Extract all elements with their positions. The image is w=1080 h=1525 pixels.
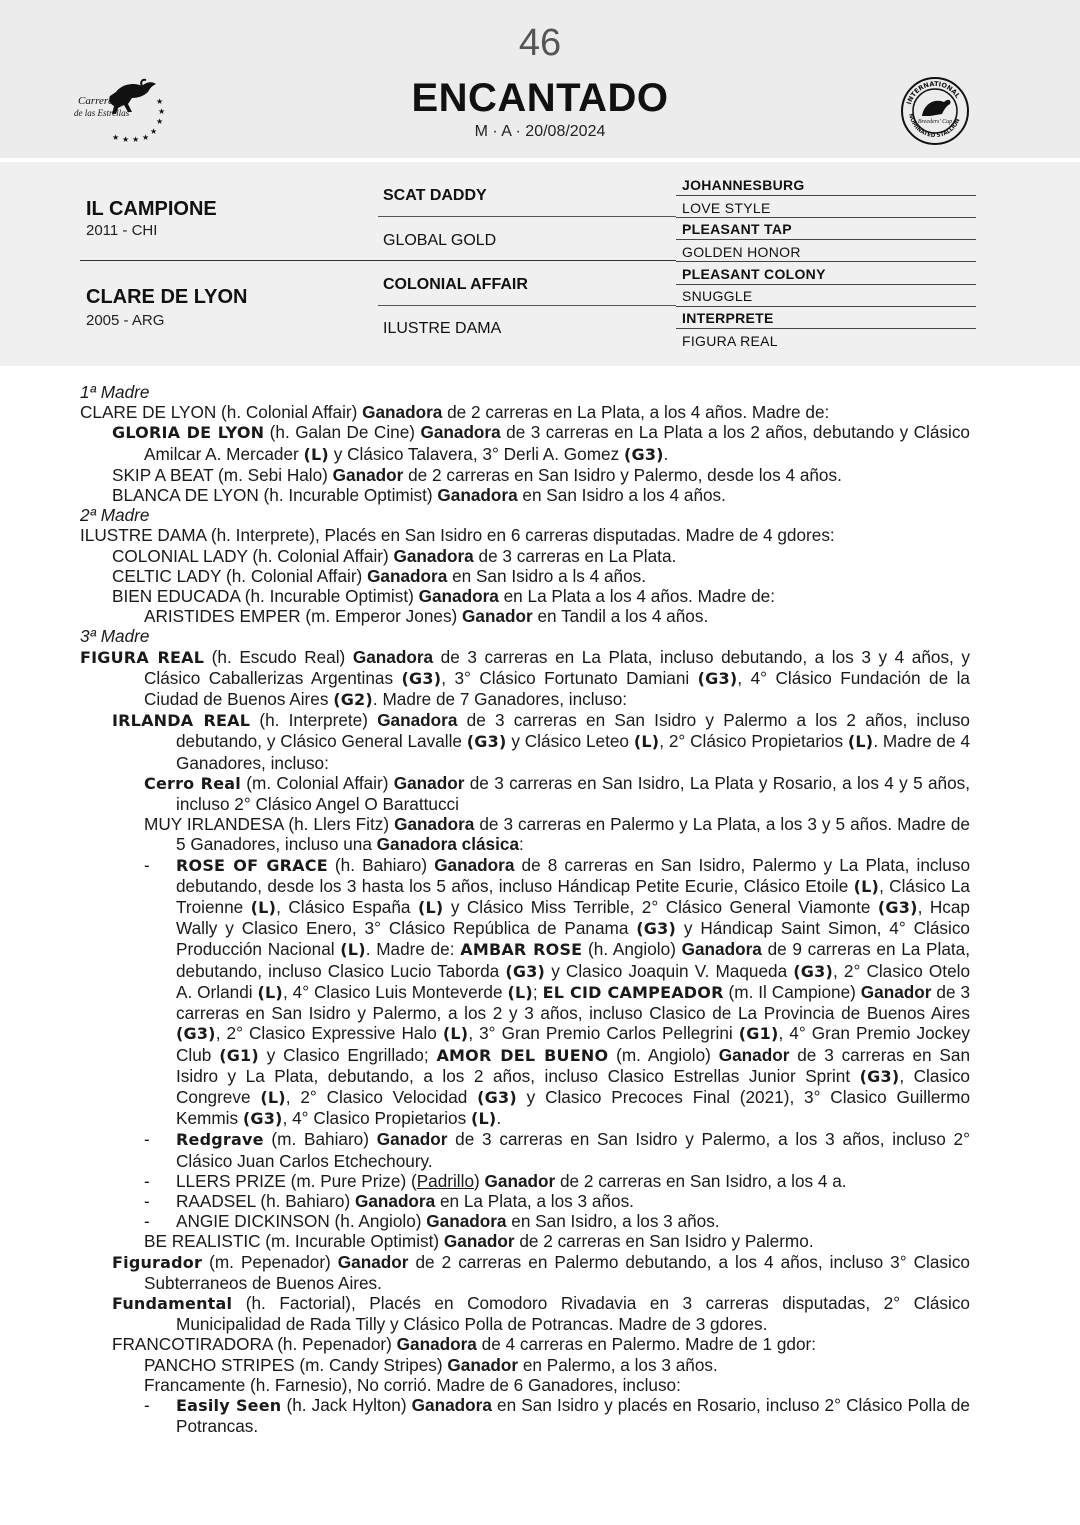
g3-divider (676, 239, 976, 240)
g3-ancestor: LOVE STYLE (682, 200, 771, 216)
carreras-de-las-estrellas-logo (72, 78, 172, 144)
logo-left-text-1: Carreras (78, 95, 118, 107)
sire-born: 2011 - CHI (86, 222, 158, 239)
g3-divider (676, 261, 976, 262)
record-line: CLARE DE LYON (h. Colonial Affair) Ganadora de 2 carreras en La Plata, a los 4 años. Madre de: (80, 402, 830, 423)
g3-ancestor: PLEASANT COLONY (682, 266, 826, 282)
svg-text:★: ★ (112, 133, 120, 142)
record-line: IRLANDA REAL (h. Interprete) Ganadora de 3 carreras en San Isidro y Palermo a los 2 años, incluso debutando, y Clásico General Lavalle (G3) y Clásico Leteo (L), 2° Clásico Propietarios (L). Madre de 4 Ganadores, incluso: (112, 710, 971, 773)
section-third-dam: 3ª Madre (80, 626, 150, 647)
sire-name: IL CAMPIONE (86, 198, 217, 220)
record-line: - LLERS PRIZE (m. Pure Prize) (Padrillo) Ganador de 2 carreras en San Isidro, a los 4 a. (144, 1170, 847, 1191)
svg-text:★: ★ (150, 127, 158, 136)
section-second-dam: 2ª Madre (80, 505, 150, 526)
record-line: COLONIAL LADY (h. Colonial Affair) Ganadora de 3 carreras en La Plata. (112, 545, 677, 566)
g3-ancestor: SNUGGLE (682, 288, 753, 304)
record-line: SKIP A BEAT (m. Sebi Halo) Ganador de 2 carreras en San Isidro y Palermo, desde los 4 años. (112, 464, 842, 485)
record-line: ILUSTRE DAMA (h. Interprete), Placés en San Isidro en 6 carreras disputadas. Madre de 4 gdores: (80, 525, 835, 546)
svg-text:★: ★ (122, 135, 130, 144)
seal-text-bottom: NOMINATED STALLION (907, 113, 962, 140)
record-line: BE REALISTIC (m. Incurable Optimist) Ganador de 2 carreras en San Isidro y Palermo. (144, 1231, 814, 1252)
record-line: - ROSE OF GRACE (h. Bahiaro) Ganadora de 8 carreras en San Isidro, Palermo y La Plata, incluso debutando, desde los 3 hasta los 5 años, incluso Hándicap Petite Ecurie, Clásico Etoile (L), Clásico La Troienne (L), Clásico España (L) y Clásico Miss Terrible, 2° Clásico General Viamonte (G3), Hcap Wally y Clasico Enero, 3° Clásico República de Panama (G3) y Hándicap Saint Simon, 4° Clásico Producción Nacional (L). Madre de: AMBAR ROSE (h. Angiolo) Ganadora de 9 carreras en La Plata, debutando, incluso Clasico Lucio Taborda (G3) y Clasico Joaquin V. Maqueda (G3), 2° Clasico Otelo A. Orlandi (L), 4° Clasico Luis Monteverde (L); EL CID CAMPEADOR (m. Il Campione) Ganador de 3 carreras en San Isidro y Palermo, a los 2 y 3 años, incluso Clasico de La Provincia de Buenos Aires (G3), 2° Clasico Expressive Halo (L), 3° Gran Premio Carlos Pellegrini (G1), 4° Gran Premio Jockey Club (G1) y Clasico Engrillado; AMOR DEL BUENO (m. Angiolo) Ganador de 3 carreras en San Isidro y La Plata, debutando, a los 2 años, incluso Clasico Estrellas Junior Sprint (G3), Clasico Congreve (L), 2° Clasico Velocidad (G3) y Clasico Precoces Final (2021), 3° Clasico Guillermo Kemmis (G3), 4° Clasico Propietarios (L). (144, 854, 971, 1129)
g2-divider (378, 305, 676, 306)
record-line: - ANGIE DICKINSON (h. Angiolo) Ganadora en San Isidro, a los 3 años. (144, 1211, 720, 1232)
record-line: Fundamental (h. Factorial), Placés en Comodoro Rivadavia en 3 carreras disputadas, 2° Clásico Municipalidad de Rada Tilly y Clásico Polla de Potrancas. Madre de 3 gdores. (112, 1292, 970, 1335)
svg-text:★: ★ (156, 97, 164, 106)
breeders-cup-seal (900, 76, 970, 146)
section-first-dam: 1ª Madre (80, 382, 150, 402)
dam-born: 2005 - ARG (86, 312, 165, 329)
g2-divider (378, 216, 676, 217)
record-line: BIEN EDUCADA (h. Incurable Optimist) Ganadora en La Plata a los 4 años. Madre de: (112, 586, 775, 607)
pedigree-table (0, 162, 1080, 366)
g3-divider (676, 284, 976, 285)
seal-text-center: Breeders' Cup (917, 119, 953, 125)
g3-divider (676, 195, 976, 196)
svg-text:★: ★ (156, 117, 164, 126)
horse-info: M · A · 20/08/2024 (474, 123, 606, 140)
g3-divider (676, 306, 976, 307)
grand-sire-dam-side: COLONIAL AFFAIR (383, 276, 528, 293)
grand-sire: SCAT DADDY (383, 187, 487, 204)
record-line: MUY IRLANDESA (h. Llers Fitz) Ganadora de 3 carreras en Palermo y La Plata, a los 3 y 5 años. Madre de 5 Ganadores, incluso una Ganadora clásica: (144, 814, 970, 855)
record-line: - Redgrave (m. Bahiaro) Ganador de 3 carreras en San Isidro y Palermo, a los 3 años, incluso 2° Clásico Juan Carlos Etchechoury. (144, 1129, 970, 1171)
lot-number: 46 (518, 22, 562, 64)
pedigree-divider (80, 260, 676, 261)
seal-text-top: INTERNATIONAL (905, 79, 962, 106)
g3-divider (676, 328, 976, 329)
g3-ancestor: INTERPRETE (682, 310, 774, 326)
record-line: Francamente (h. Farnesio), No corrió. Madre de 6 Ganadores, incluso: (144, 1374, 681, 1395)
svg-text:★: ★ (142, 133, 150, 142)
g3-ancestor: JOHANNESBURG (682, 177, 805, 193)
logo-left-text-2: de las Estrellas (74, 108, 130, 118)
svg-text:★: ★ (158, 107, 166, 116)
grand-dam-sire-side: GLOBAL GOLD (383, 232, 497, 249)
horse-name: ENCANTADO (411, 76, 669, 120)
record-line: PANCHO STRIPES (m. Candy Stripes) Ganador en Palermo, a los 3 años. (144, 1354, 718, 1375)
record-line: ARISTIDES EMPER (m. Emperor Jones) Ganador en Tandil a los 4 años. (144, 606, 709, 627)
record-line: - Easily Seen (h. Jack Hylton) Ganadora en San Isidro y placés en Rosario, incluso 2° Clásico Polla de Potrancas. (144, 1394, 970, 1437)
record-line: GLORIA DE LYON (h. Galan De Cine) Ganadora de 3 carreras en La Plata a los 2 años, debutando y Clásico Amilcar A. Mercader (L) y Clásico Talavera, 3° Derli A. Gomez (G3). (112, 422, 970, 464)
record-line: - RAADSEL (h. Bahiaro) Ganadora en La Plata, a los 3 años. (144, 1190, 634, 1211)
record-line: BLANCA DE LYON (h. Incurable Optimist) Ganadora en San Isidro a los 4 años. (112, 485, 726, 506)
g3-divider (676, 217, 976, 218)
g3-ancestor: FIGURA REAL (682, 333, 778, 349)
record-line: FRANCOTIRADORA (h. Pepenador) Ganadora de 4 carreras en Palermo. Madre de 1 gdor: (112, 1334, 817, 1355)
dam-name: CLARE DE LYON (86, 286, 248, 308)
grand-dam: ILUSTRE DAMA (383, 320, 502, 337)
svg-text:NOMINATED STALLION (907, 113, 962, 139)
record-line: Figurador (m. Pepenador) Ganador de 2 carreras en Palermo debutando, a los 4 años, incluso 3° Clasico Subterraneos de Buenos Aires. (112, 1251, 970, 1293)
record-line: Cerro Real (m. Colonial Affair) Ganador de 3 carreras en San Isidro, La Plata y Rosario, a los 4 y 5 años, incluso 2° Clásico Angel O Barattucci (144, 772, 971, 815)
svg-text:★: ★ (132, 135, 140, 144)
record-line: CELTIC LADY (h. Colonial Affair) Ganadora en San Isidro a ls 4 años. (112, 565, 647, 586)
g3-ancestor: PLEASANT TAP (682, 221, 792, 237)
record-line: FIGURA REAL (h. Escudo Real) Ganadora de 3 carreras en La Plata, incluso debutando, a los 3 y 4 años, y Clásico Caballerizas Argentinas (G3), 3° Clásico Fortunato Damiani (G3), 4° Clásico Fundación de la Ciudad de Buenos Aires (G2). Madre de 7 Ganadores, incluso: (80, 646, 970, 710)
produce-record (80, 382, 970, 1436)
g3-ancestor: GOLDEN HONOR (682, 244, 801, 260)
header (0, 0, 1080, 158)
